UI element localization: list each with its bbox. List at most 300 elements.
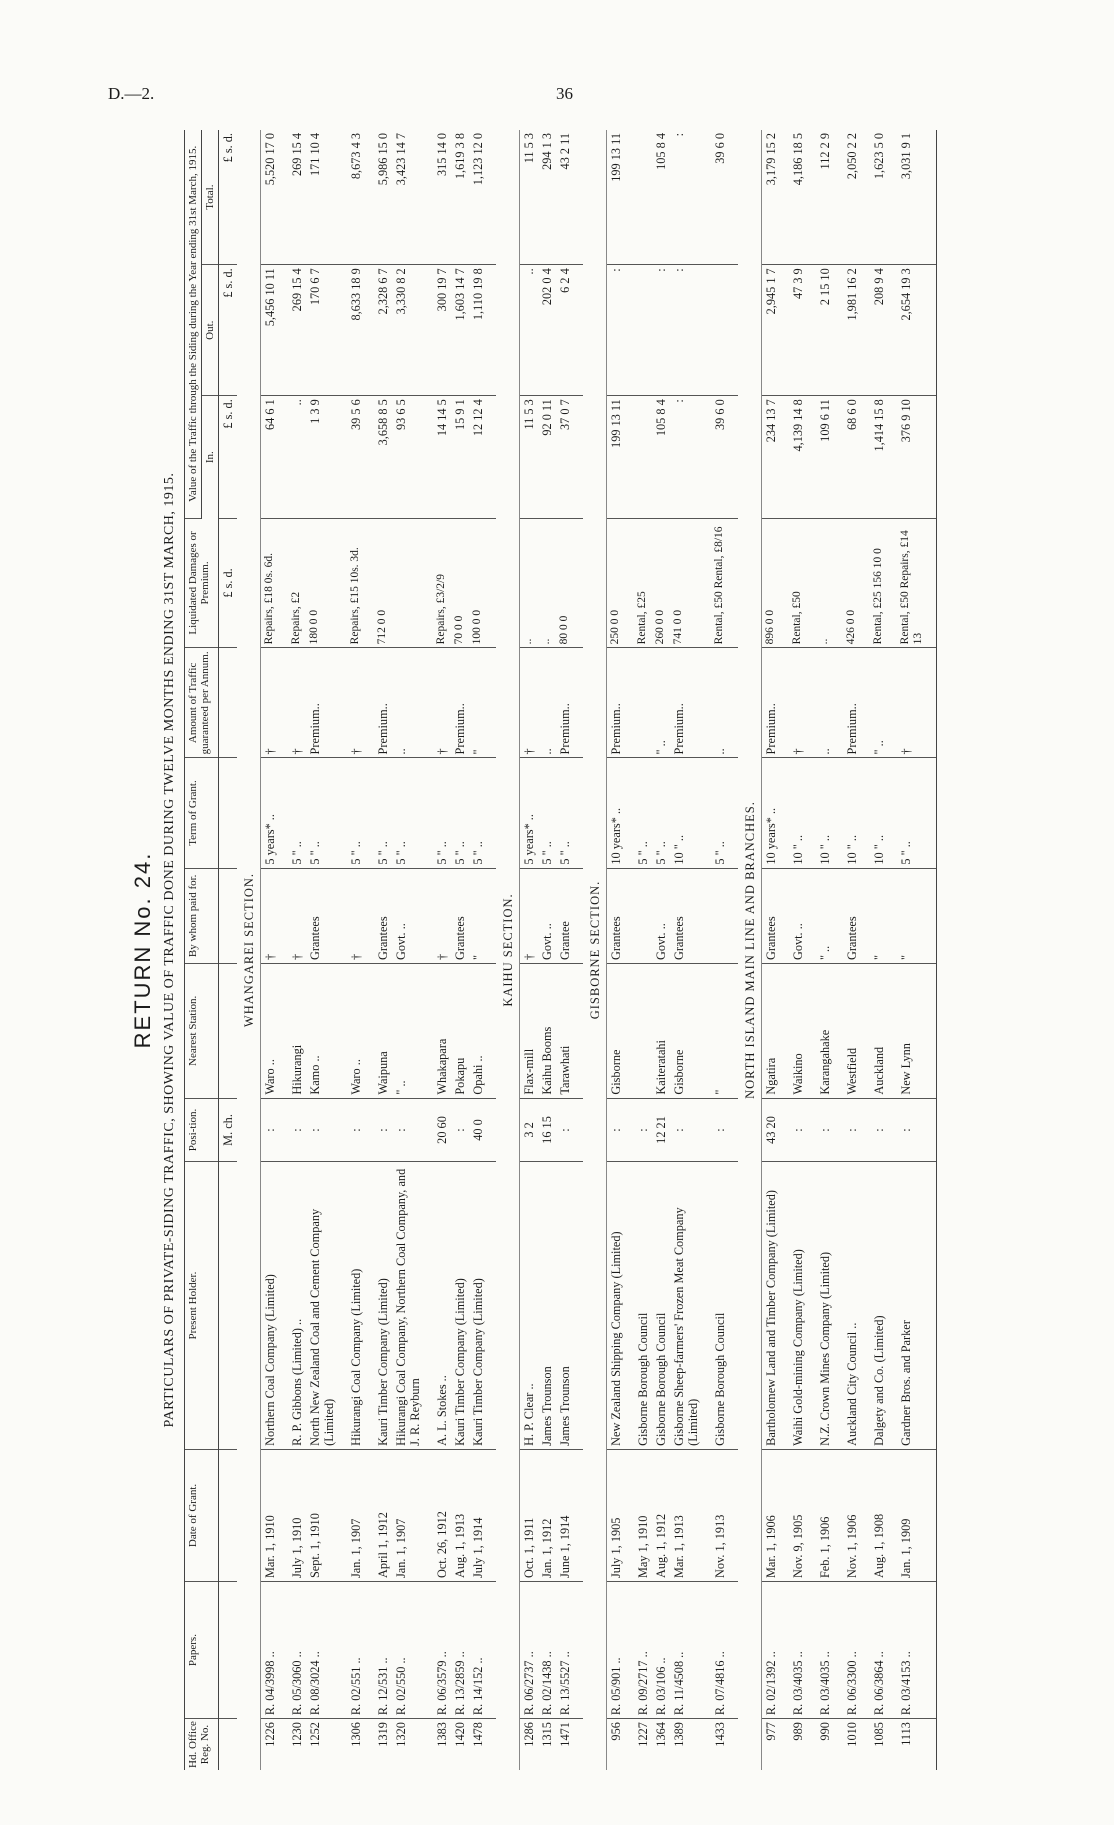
spacer-date <box>702 1449 711 1581</box>
spacer-pos <box>279 1098 288 1162</box>
spacer-office <box>487 1719 496 1770</box>
col-date-header: Date of Grant. <box>185 1449 219 1581</box>
cell-amount: .. <box>538 648 556 758</box>
cell-pos: 40 0 <box>469 1098 487 1162</box>
cell-date: June 1, 1914 <box>556 1449 574 1581</box>
cell-out: 300 19 7 <box>433 265 451 396</box>
cell-office: 1085 <box>872 1722 886 1747</box>
spacer-amount <box>927 648 937 758</box>
section-title: GISBORNE SECTION. <box>583 130 607 1770</box>
spacer-term <box>927 758 937 868</box>
table-row <box>451 130 469 1770</box>
spacer-term <box>365 758 374 868</box>
cell-office: 1227 <box>636 1722 650 1747</box>
cell-term: 5 " .. <box>306 758 338 868</box>
cell-out: 5,456 10 11 <box>261 265 280 396</box>
cell-date: Jan. 1, 1907 <box>392 1449 424 1581</box>
cell-paid <box>634 868 652 963</box>
cell-total: 39 6 0 <box>711 130 729 265</box>
cell-pos: : <box>897 1098 927 1162</box>
spacer-out <box>625 265 634 396</box>
spacer-in <box>574 396 583 518</box>
spacer-total <box>861 130 870 265</box>
cell-in: 3,658 8 5 <box>374 396 392 518</box>
col-paid-header: By whom paid for. <box>185 868 219 963</box>
cell-amount: † <box>347 648 365 758</box>
spacer-out <box>365 265 374 396</box>
spacer-station <box>424 964 433 1099</box>
spacer-holder <box>780 1162 789 1450</box>
spacer-in <box>834 396 843 518</box>
cell-holder: R. P. Gibbons (Limited) .. <box>288 1162 306 1450</box>
cell-amount: .. <box>711 648 729 758</box>
cell-date: Oct. 1, 1911 <box>520 1449 539 1581</box>
spacer-date <box>888 1449 897 1581</box>
cell-date: July 1, 1914 <box>469 1449 487 1581</box>
spacer-dmg <box>338 518 347 648</box>
cell-papers: R. 13/5527 .. <box>556 1582 574 1719</box>
cell-in: 199 13 11 <box>607 396 626 518</box>
cell-holder: James Trounson <box>538 1162 556 1450</box>
cell-station: Waro .. <box>261 964 280 1099</box>
cell-pos: : <box>816 1098 834 1162</box>
spacer-amount <box>424 648 433 758</box>
spacer-amount <box>807 648 816 758</box>
spacer-date <box>279 1449 288 1581</box>
spacer-total <box>487 130 496 265</box>
group-spacer <box>861 130 870 1770</box>
group-spacer <box>834 130 843 1770</box>
cell-station: " <box>711 964 729 1099</box>
spacer-date <box>487 1449 496 1581</box>
cell-dmg: Rental, £50 <box>789 518 807 648</box>
cell-total: 5,520 17 0 <box>261 130 280 265</box>
col-amount-header: Amount of Traffic guaranteed per Annum. <box>185 648 219 758</box>
spacer-amount <box>780 648 789 758</box>
spacer-dmg <box>927 518 937 648</box>
spacer-out <box>487 265 496 396</box>
cell-pos: : <box>374 1098 392 1162</box>
spacer-holder <box>807 1162 816 1450</box>
cell-total: 294 1 3 <box>538 130 556 265</box>
cell-office: 1420 <box>453 1722 467 1747</box>
cell-station: Flax-mill <box>520 964 539 1099</box>
cell-date: Aug. 1, 1912 <box>652 1449 670 1581</box>
spacer-station <box>729 964 738 1099</box>
spacer-paid <box>702 868 711 963</box>
spacer-amount <box>861 648 870 758</box>
spacer-station <box>625 964 634 1099</box>
spacer-amount <box>625 648 634 758</box>
spacer-dmg <box>424 518 433 648</box>
cell-office: 977 <box>764 1722 778 1741</box>
cell-date: Sept. 1, 1910 <box>306 1449 338 1581</box>
section-title: WHANGAREI SECTION. <box>237 130 261 1770</box>
cell-station: Waikino <box>789 964 807 1099</box>
cell-date: Jan. 1, 1909 <box>897 1449 927 1581</box>
spacer-total <box>834 130 843 265</box>
cell-holder: A. L. Stokes .. <box>433 1162 451 1450</box>
cell-holder: North New Zealand Coal and Cement Company (Limited) <box>306 1162 338 1450</box>
cell-term: 5 " .. <box>556 758 574 868</box>
spacer-office <box>279 1719 288 1770</box>
cell-station: Gisborne <box>607 964 626 1099</box>
spacer-holder <box>338 1162 347 1450</box>
cell-station: Ngatira <box>762 964 781 1099</box>
cell-in: 64 6 1 <box>261 396 280 518</box>
spacer-term <box>625 758 634 868</box>
spacer-date <box>365 1449 374 1581</box>
cell-holder: Auckland City Council .. <box>843 1162 861 1450</box>
cell-amount: Premium.. <box>374 648 392 758</box>
cell-out: 1,110 19 8 <box>469 265 487 396</box>
table-row <box>870 130 888 1770</box>
spacer-office <box>729 1719 738 1770</box>
cell-total: 269 15 4 <box>288 130 306 265</box>
spacer-total <box>424 130 433 265</box>
cell-papers: R. 02/551 .. <box>347 1582 365 1719</box>
cell-dmg: Rental, £25 <box>634 518 652 648</box>
return-title: RETURN No. 24. <box>130 851 155 1049</box>
spacer-in <box>625 396 634 518</box>
spacer-date <box>729 1449 738 1581</box>
cell-pos: : <box>392 1098 424 1162</box>
spacer-holder <box>702 1162 711 1450</box>
table-row <box>306 130 338 1770</box>
cell-holder: Kauri Timber Company (Limited) <box>469 1162 487 1450</box>
spacer-date <box>338 1449 347 1581</box>
table-row <box>634 130 652 1770</box>
cell-amount: † <box>897 648 927 758</box>
cell-amount: " .. <box>652 648 670 758</box>
cell-paid: Grantees <box>762 868 781 963</box>
spacer-in <box>807 396 816 518</box>
spacer-pos <box>927 1098 937 1162</box>
cell-in: 93 6 5 <box>392 396 424 518</box>
unit-out: £ s. d. <box>219 265 238 396</box>
cell-holder: Kauri Timber Company (Limited) <box>451 1162 469 1450</box>
spacer-office <box>702 1719 711 1770</box>
cell-papers: R. 03/4035 .. <box>816 1582 834 1719</box>
cell-papers: R. 03/106 .. <box>652 1582 670 1719</box>
cell-pos: : <box>288 1098 306 1162</box>
cell-total: 8,673 4 3 <box>347 130 365 265</box>
spacer-total <box>365 130 374 265</box>
spacer-holder <box>625 1162 634 1450</box>
cell-pos: 3 2 <box>520 1098 539 1162</box>
cell-papers: R. 06/2737 .. <box>520 1582 539 1719</box>
spacer-papers <box>338 1582 347 1719</box>
cell-in: 14 14 5 <box>433 396 451 518</box>
col-position-header: Posi-tion. <box>185 1098 219 1162</box>
spacer-date <box>625 1449 634 1581</box>
cell-date: April 1, 1912 <box>374 1449 392 1581</box>
unit-office <box>219 1719 238 1770</box>
cell-papers: R. 11/4508 .. <box>670 1582 702 1719</box>
cell-holder: Gisborne Borough Council <box>634 1162 652 1450</box>
cell-pos: : <box>670 1098 702 1162</box>
units-row <box>219 130 238 1770</box>
spacer-amount <box>574 648 583 758</box>
spacer-date <box>861 1449 870 1581</box>
spacer-holder <box>834 1162 843 1450</box>
table-row <box>374 130 392 1770</box>
cell-out: 202 0 4 <box>538 265 556 396</box>
cell-term: 10 " .. <box>789 758 807 868</box>
group-spacer <box>574 130 583 1770</box>
cell-station: New Lynn <box>897 964 927 1099</box>
cell-dmg: .. <box>520 518 539 648</box>
cell-out: 2,654 19 3 <box>897 265 927 396</box>
spacer-term <box>424 758 433 868</box>
spacer-in <box>927 396 937 518</box>
cell-total: 3,423 14 7 <box>392 130 424 265</box>
private-siding-traffic-table <box>184 130 937 1770</box>
spacer-pos <box>861 1098 870 1162</box>
group-spacer <box>625 130 634 1770</box>
cell-paid: Govt. .. <box>652 868 670 963</box>
spacer-total <box>807 130 816 265</box>
cell-office: 989 <box>791 1722 805 1741</box>
cell-paid: " <box>469 868 487 963</box>
cell-amount: .. <box>816 648 834 758</box>
spacer-paid <box>861 868 870 963</box>
spacer-station <box>365 964 374 1099</box>
cell-amount: † <box>789 648 807 758</box>
spacer-total <box>338 130 347 265</box>
table-row <box>433 130 451 1770</box>
cell-total: 171 10 4 <box>306 130 338 265</box>
spacer-term <box>780 758 789 868</box>
spacer-papers <box>780 1582 789 1719</box>
cell-pos: : <box>347 1098 365 1162</box>
spacer-pos <box>729 1098 738 1162</box>
spacer-out <box>279 265 288 396</box>
cell-pos: : <box>843 1098 861 1162</box>
cell-total: 105 8 4 <box>652 130 670 265</box>
spacer-amount <box>888 648 897 758</box>
cell-total: : <box>670 130 702 265</box>
spacer-station <box>888 964 897 1099</box>
cell-total <box>634 130 652 265</box>
unit-paid <box>219 868 238 963</box>
table-row <box>556 130 574 1770</box>
spacer-paid <box>729 868 738 963</box>
unit-amount <box>219 648 238 758</box>
spacer-dmg <box>625 518 634 648</box>
cell-term: 5 " .. <box>392 758 424 868</box>
spacer-out <box>861 265 870 396</box>
spacer-amount <box>338 648 347 758</box>
spacer-holder <box>424 1162 433 1450</box>
cell-date: Nov. 1, 1906 <box>843 1449 861 1581</box>
cell-dmg: Repairs, £18 0s. 6d. <box>261 518 280 648</box>
spacer-papers <box>888 1582 897 1719</box>
cell-paid: † <box>347 868 365 963</box>
section-header-row <box>237 130 261 1770</box>
spacer-holder <box>729 1162 738 1450</box>
cell-term: 10 years* .. <box>762 758 781 868</box>
cell-out: .. <box>520 265 539 396</box>
cell-term: 10 " .. <box>670 758 702 868</box>
cell-station: Auckland <box>870 964 888 1099</box>
cell-office: 990 <box>818 1722 832 1741</box>
spacer-out <box>729 265 738 396</box>
spacer-papers <box>424 1582 433 1719</box>
spacer-papers <box>702 1582 711 1719</box>
cell-total: 1,623 5 0 <box>870 130 888 265</box>
cell-paid: Grantees <box>607 868 626 963</box>
spacer-office <box>780 1719 789 1770</box>
spacer-out <box>780 265 789 396</box>
cell-station: Pokapu <box>451 964 469 1099</box>
spacer-out <box>927 265 937 396</box>
spacer-date <box>424 1449 433 1581</box>
cell-total: 3,031 9 1 <box>897 130 927 265</box>
rotated-return-table <box>130 130 1114 1770</box>
cell-term: 5 " .. <box>711 758 729 868</box>
cell-out: 2,328 6 7 <box>374 265 392 396</box>
cell-office: 1252 <box>308 1722 322 1747</box>
spacer-in <box>338 396 347 518</box>
spacer-paid <box>807 868 816 963</box>
cell-paid: " <box>897 868 927 963</box>
cell-term: 5 " .. <box>538 758 556 868</box>
spacer-paid <box>927 868 937 963</box>
spacer-papers <box>861 1582 870 1719</box>
cell-amount: Premium.. <box>762 648 781 758</box>
section-title: NORTH ISLAND MAIN LINE AND BRANCHES. <box>738 130 762 1770</box>
spacer-office <box>888 1719 897 1770</box>
cell-papers: R. 06/3579 .. <box>433 1582 451 1719</box>
group-spacer <box>487 130 496 1770</box>
cell-holder: New Zealand Shipping Company (Limited) <box>607 1162 626 1450</box>
spacer-office <box>338 1719 347 1770</box>
cell-papers: R. 05/3060 .. <box>288 1582 306 1719</box>
cell-amount: Premium.. <box>607 648 626 758</box>
cell-holder: Gisborne Borough Council <box>711 1162 729 1450</box>
spacer-holder <box>861 1162 870 1450</box>
cell-office: 1320 <box>394 1722 408 1747</box>
cell-paid: Govt. .. <box>538 868 556 963</box>
cell-out: 1,603 14 7 <box>451 265 469 396</box>
spacer-station <box>861 964 870 1099</box>
cell-paid: Grantee <box>556 868 574 963</box>
group-spacer <box>729 130 738 1770</box>
cell-pos: : <box>634 1098 652 1162</box>
cell-in: 92 0 11 <box>538 396 556 518</box>
spacer-holder <box>279 1162 288 1450</box>
cell-dmg: .. <box>816 518 834 648</box>
cell-papers: R. 06/3864 .. <box>870 1582 888 1719</box>
col-in-header: In. <box>202 396 219 518</box>
cell-amount: † <box>520 648 539 758</box>
cell-office: 1319 <box>376 1722 390 1747</box>
cell-in: 11 5 3 <box>520 396 539 518</box>
spacer-dmg <box>279 518 288 648</box>
cell-total: 5,986 15 0 <box>374 130 392 265</box>
spacer-paid <box>888 868 897 963</box>
spacer-papers <box>625 1582 634 1719</box>
cell-date: Jan. 1, 1907 <box>347 1449 365 1581</box>
cell-office: 1433 <box>713 1722 727 1747</box>
spacer-office <box>365 1719 374 1770</box>
cell-amount: Premium.. <box>670 648 702 758</box>
spacer-office <box>625 1719 634 1770</box>
table-row <box>288 130 306 1770</box>
spacer-term <box>807 758 816 868</box>
unit-dmg: £ s. d. <box>219 518 238 648</box>
spacer-term <box>861 758 870 868</box>
cell-term: 10 years* .. <box>607 758 626 868</box>
section-header-row <box>496 130 520 1770</box>
cell-total: 112 2 9 <box>816 130 834 265</box>
spacer-pos <box>574 1098 583 1162</box>
spacer-dmg <box>365 518 374 648</box>
cell-date: Aug. 1, 1908 <box>870 1449 888 1581</box>
cell-in: 4,139 14 8 <box>789 396 807 518</box>
spacer-pos <box>487 1098 496 1162</box>
group-spacer <box>338 130 347 1770</box>
col-total-header: Total. <box>202 130 219 265</box>
table-row <box>789 130 807 1770</box>
cell-amount: Premium.. <box>556 648 574 758</box>
cell-paid: Grantees <box>843 868 861 963</box>
cell-in: 1,414 15 8 <box>870 396 888 518</box>
cell-papers: R. 14/152 .. <box>469 1582 487 1719</box>
spacer-in <box>888 396 897 518</box>
spacer-papers <box>487 1582 496 1719</box>
spacer-amount <box>365 648 374 758</box>
cell-office: 1389 <box>672 1722 686 1747</box>
cell-pos: 16 15 <box>538 1098 556 1162</box>
group-spacer <box>279 130 288 1770</box>
cell-amount: Premium.. <box>451 648 469 758</box>
cell-out: 47 3 9 <box>789 265 807 396</box>
cell-station: Waipuna <box>374 964 392 1099</box>
cell-dmg: 896 0 0 <box>762 518 781 648</box>
spacer-out <box>888 265 897 396</box>
unit-date <box>219 1449 238 1581</box>
cell-date: Feb. 1, 1906 <box>816 1449 834 1581</box>
cell-pos: : <box>556 1098 574 1162</box>
cell-date: Oct. 26, 1912 <box>433 1449 451 1581</box>
cell-out <box>634 265 652 396</box>
cell-out: 2,945 1 7 <box>762 265 781 396</box>
cell-amount: † <box>288 648 306 758</box>
cell-office: 1306 <box>349 1722 363 1747</box>
cell-amount: † <box>261 648 280 758</box>
cell-holder: Dalgety and Co. (Limited) <box>870 1162 888 1450</box>
spacer-out <box>834 265 843 396</box>
spacer-out <box>574 265 583 396</box>
cell-amount: † <box>433 648 451 758</box>
spacer-term <box>702 758 711 868</box>
cell-date: Mar. 1, 1906 <box>762 1449 781 1581</box>
spacer-date <box>927 1449 937 1581</box>
cell-in: 39 5 6 <box>347 396 365 518</box>
table-body <box>219 130 937 1770</box>
cell-amount: " .. <box>870 648 888 758</box>
spacer-in <box>279 396 288 518</box>
cell-in: 39 6 0 <box>711 396 729 518</box>
cell-station: Gisborne <box>670 964 702 1099</box>
cell-total: 3,179 15 2 <box>762 130 781 265</box>
cell-total: 1,123 12 0 <box>469 130 487 265</box>
cell-term: 5 " .. <box>288 758 306 868</box>
spacer-total <box>574 130 583 265</box>
cell-papers: R. 12/531 .. <box>374 1582 392 1719</box>
